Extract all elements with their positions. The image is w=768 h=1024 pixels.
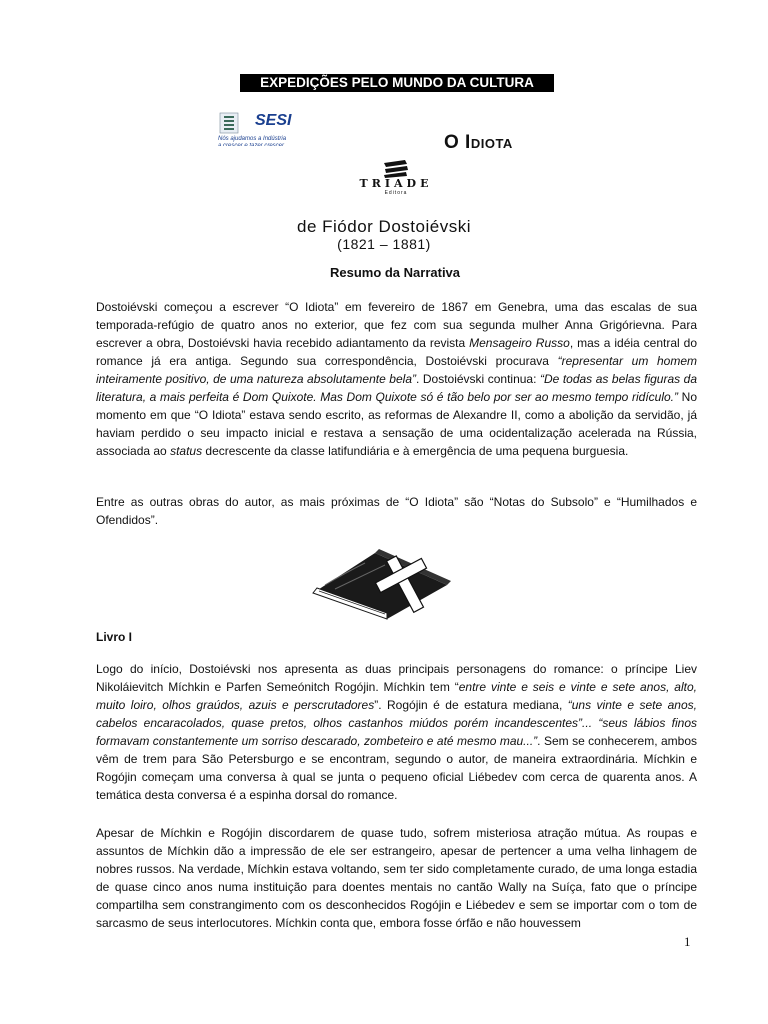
sesi-logo-icon <box>218 112 240 134</box>
publisher-logo <box>355 160 437 200</box>
publisher-name: TRIADE <box>359 177 433 190</box>
author-years: (1821 – 1881) <box>337 236 431 252</box>
triade-logo-icon <box>355 160 437 178</box>
paragraph-1: Dostoiévski começou a escrever “O Idiota” em fevereiro de 1867 em Genebra, uma das escalas de sua temporada-refúgio de quatro anos no exterior, que fez com sua segunda mulher Anna Grigórievna. Para escrever a obra, Dostoiévski havia recebido adiantamento da revista Mensageiro Russo, mas a idéia central do romance já era antiga. Segundo sua correspondência, Dostoiévski procurava “representar um homem inteiramente positivo, de uma natureza absolutamente bela”. Dostoiévski continua: “De todas as belas figuras da literatura, a mais perfeita é Dom Quixote. Mas Dom Quixote só é tão belo por ser ao mesmo tempo ridículo.” No momento em que “O Idiota” estava sendo escrito, as reformas de Alexandre II, como a abolição da servidão, já haviam perdido o seu impacto inicial e restava a sensação de uma ocidentalização acelerada na Rússia, associada ao status decrescente da classe latifundiária e à emergência de uma pequena burguesia. <box>96 300 697 458</box>
sesi-logo <box>218 112 308 150</box>
author-line: de Fiódor Dostoiévski <box>297 217 471 236</box>
section-heading: Resumo da Narrativa <box>329 265 461 280</box>
paragraph-4: Apesar de Míchkin e Rogójin discordarem de quase tudo, sofrem misteriosa atração mútua. As roupas e assuntos de Míchkin dão a impressão de ele ser estrangeiro, apesar de pertencer a uma velha linhagem de nobres russos. Na verdade, Míchkin estava voltando, sem ter sido completamente curado, de uma longa estadia de quase cinco anos numa instituição para doentes mentais no cantão Wally na Suíça, fato que o príncipe compartilha sem constrangimento com os desconhecidos Rogójin e Liébedev e sem se importar com o tom de sarcasmo de seus interlocutores. Míchkin conta que, embora fosse órfão e não houvessem <box>96 826 697 930</box>
paragraph-3: Logo do início, Dostoiévski nos apresenta as duas principais personagens do romance: o príncipe Liev Nikoláievitch Míchkin e Parfen Semeónitch Rogójin. Míchkin tem “entre vinte e seis e vinte e sete anos, alto, muito loiro, olhos graúdos, azuis e perscrutadores”. Rogójin é de estatura mediana, “uns vinte e sete anos, cabelos encaracolados, quase pretos, olhos castanhos miúdos porém incandescentes”... “seus lábios finos formavam constantemente um sorriso descarado, zombeteiro e até mesmo mau...”. Sem se conhecerem, ambos vêm de trem para São Petersburgo e se encontram, segundo o autor, de maneira extraordinária. Míchkin e Rogójin começam uma conversa à qual se junta o pequeno oficial Liébedev com cerca de quarenta anos. A temática desta conversa é a espinha dorsal do romance. <box>96 662 698 802</box>
sesi-logo-text: SESI <box>255 112 292 129</box>
paragraph-2: Entre as outras obras do autor, as mais próximas de “O Idiota” são “Notas do Subsolo” e “Humilhados e Ofendidos”. <box>96 495 697 527</box>
bible-cross-icon <box>305 545 455 620</box>
page-number: 1 <box>684 934 691 949</box>
publisher-sub: Editora <box>384 190 408 196</box>
book-title: O Idiota <box>444 132 513 153</box>
section-title-livro-1: Livro I <box>96 630 133 644</box>
collection-banner: EXPEDIÇÕES PELO MUNDO DA CULTURA <box>240 74 554 92</box>
sesi-tagline: Nós ajudamos a Indústria a crescer e fazer crescer <box>218 136 287 146</box>
